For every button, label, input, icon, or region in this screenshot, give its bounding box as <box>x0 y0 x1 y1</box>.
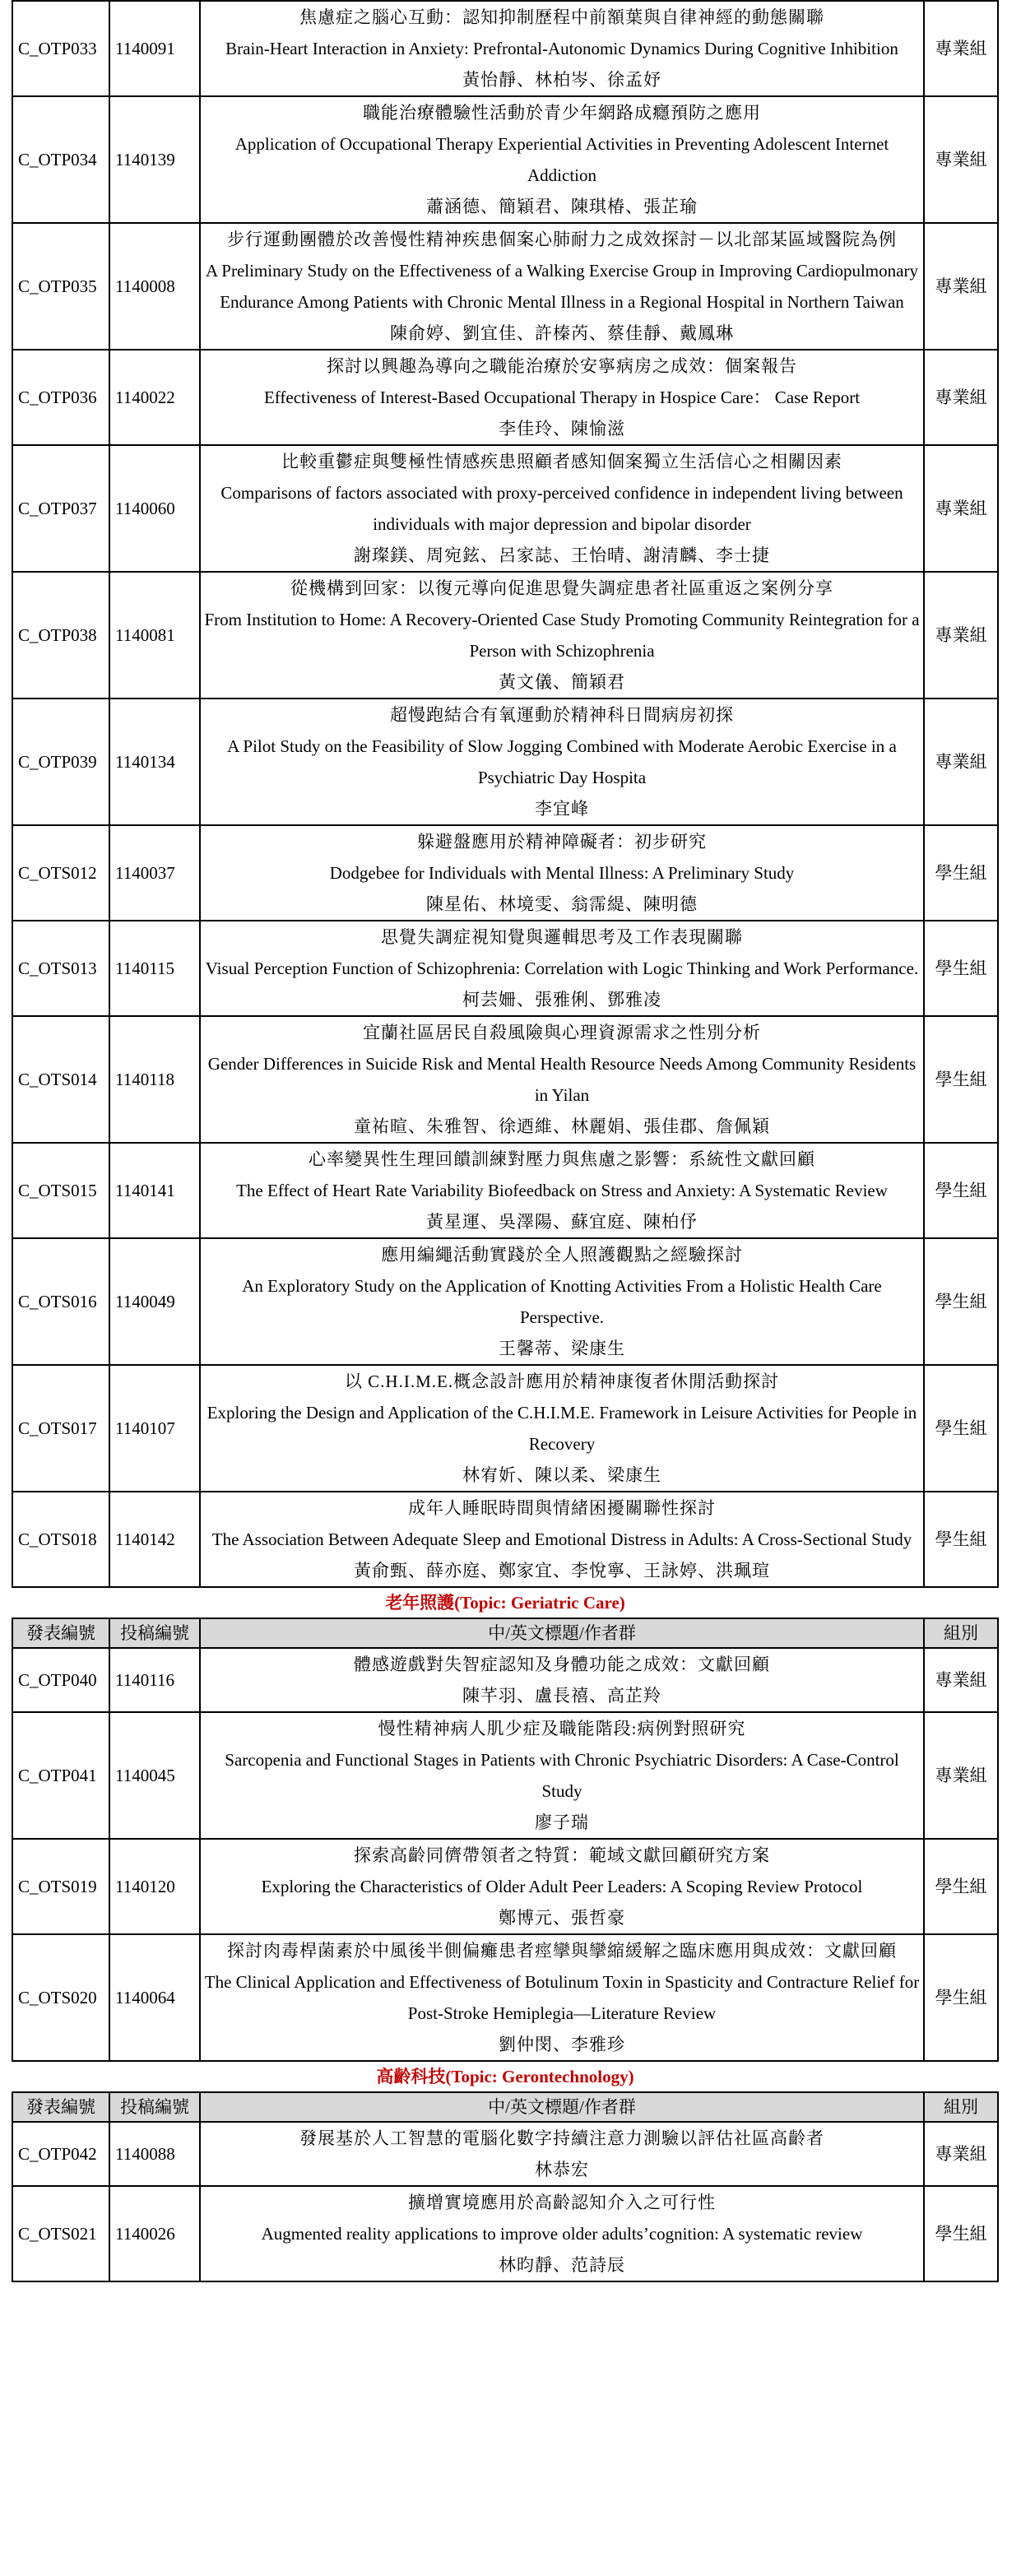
authors: 陳星佑、林境雯、翁霈緹、陳明德 <box>426 894 698 914</box>
group-label: 學生組 <box>924 921 998 1016</box>
authors: 童祐暄、朱雅智、徐迺維、林麗娟、張佳郡、詹佩穎 <box>354 1116 770 1136</box>
english-title: Comparisons of factors associated with proxy-perceived confidence in independent living between individuals with major depression and bipolar disorder <box>220 483 903 534</box>
english-title: Application of Occupational Therapy Experiential Activities in Preventing Adolescent Internet Addiction <box>234 134 889 185</box>
group-label: 學生組 <box>924 1839 998 1934</box>
table-row <box>12 1934 998 2061</box>
chinese-title: 探討肉毒桿菌素於中風後半側偏癱患者痙攣與攣縮緩解之臨床應用與成效：文獻回顧 <box>227 1941 897 1961</box>
group-label: 專業組 <box>924 1648 998 1712</box>
chinese-title: 慢性精神病人肌少症及職能階段:病例對照研究 <box>378 1719 746 1738</box>
title-cell <box>200 1238 924 1365</box>
title-cell <box>200 1 924 96</box>
submission-id: 1140088 <box>109 2122 200 2186</box>
title-cell <box>200 1143 924 1238</box>
title-cell <box>200 2186 924 2281</box>
authors: 林宥妡、陳以柔、梁康生 <box>462 1465 661 1485</box>
authors: 劉仲閔、李雅珍 <box>499 2035 625 2054</box>
presentation-id: C_OTS015 <box>12 1143 109 1238</box>
english-title: From Institution to Home: A Recovery-Oriented Case Study Promoting Community Reintegration for a Person with Schizophrenia <box>204 610 920 661</box>
authors: 王馨蒂、梁康生 <box>499 1339 625 1358</box>
submission-id: 1140060 <box>109 445 200 572</box>
authors: 陳俞婷、劉宜佳、許榛芮、蔡佳靜、戴鳳琳 <box>390 323 734 343</box>
presentation-id: C_OTS019 <box>12 1839 109 1934</box>
submission-id: 1140120 <box>109 1839 200 1934</box>
submission-id: 1140008 <box>109 223 200 350</box>
presentation-id: C_OTP035 <box>12 223 109 350</box>
title-cell <box>200 1365 924 1492</box>
submission-id: 1140091 <box>109 1 200 96</box>
title-cell <box>200 223 924 350</box>
group-label: 專業組 <box>924 1 998 96</box>
chinese-title: 體感遊戲對失智症認知及身體功能之成效：文獻回顧 <box>354 1655 770 1674</box>
table-row <box>12 1839 998 1934</box>
submission-id: 1140045 <box>109 1712 200 1839</box>
chinese-title: 思覺失調症視知覺與邏輯思考及工作表現關聯 <box>381 927 743 947</box>
submission-id: 1140142 <box>109 1492 200 1587</box>
title-cell <box>200 1839 924 1934</box>
authors: 林昀靜、范詩辰 <box>499 2255 625 2275</box>
english-title: Exploring the Design and Application of the C.H.I.M.E. Framework in Leisure Activities for People in Recovery <box>207 1403 917 1454</box>
authors: 謝璨鎂、周宛鉉、呂家誌、王怡晴、謝清麟、李士捷 <box>354 545 770 565</box>
submission-id: 1140141 <box>109 1143 200 1238</box>
authors: 李宜峰 <box>535 799 589 819</box>
group-label: 學生組 <box>924 825 998 921</box>
presentation-id: C_OTS020 <box>12 1934 109 2061</box>
title-cell <box>200 825 924 921</box>
title-cell <box>200 2122 924 2186</box>
presentation-id: C_OTS012 <box>12 825 109 921</box>
chinese-title: 從機構到回家：以復元導向促進思覺失調症患者社區重返之案例分享 <box>290 578 833 598</box>
group-label: 專業組 <box>924 572 998 699</box>
group-header: 組別 <box>924 2092 998 2122</box>
group-label: 學生組 <box>924 1016 998 1143</box>
group-label: 專業組 <box>924 445 998 572</box>
group-label: 學生組 <box>924 1365 998 1492</box>
submission-id-header: 投稿編號 <box>109 2092 200 2122</box>
authors: 黃俞甄、薛亦庭、鄭家宜、李悅寧、王詠婷、洪珮瑄 <box>354 1561 770 1580</box>
table-row <box>12 96 998 223</box>
authors: 李佳玲、陳愉滋 <box>499 419 625 439</box>
submission-id: 1140064 <box>109 1934 200 2061</box>
title-cell <box>200 699 924 825</box>
english-title: Sarcopenia and Functional Stages in Patients with Chronic Psychiatric Disorders: A Case-Control Study <box>225 1750 899 1801</box>
table-row <box>12 1492 998 1587</box>
authors: 林恭宏 <box>535 2160 589 2179</box>
group-label: 學生組 <box>924 1238 998 1365</box>
authors: 陳芊羽、盧長禧、高芷羚 <box>462 1686 661 1706</box>
table-row <box>12 2122 998 2186</box>
english-title: The Clinical Application and Effectiveness of Botulinum Toxin in Spasticity and Contracture Relief for Post-Stroke Hemiplegia—Literature Review <box>204 1972 920 2023</box>
title-cell <box>200 921 924 1016</box>
topic-heading-row <box>12 2061 998 2092</box>
presentation-id: C_OTP034 <box>12 96 109 223</box>
english-title: Dodgebee for Individuals with Mental Illness: A Preliminary Study <box>329 863 795 883</box>
authors: 蕭涵德、簡穎君、陳琪椿、張芷瑜 <box>426 197 698 216</box>
english-title: Effectiveness of Interest-Based Occupational Therapy in Hospice Care： Case Report <box>263 388 861 407</box>
authors: 柯芸姍、張雅俐、鄧雅凌 <box>462 990 661 1010</box>
title-cell <box>200 1712 924 1839</box>
chinese-title: 以 C.H.I.M.E.概念設計應用於精神康復者休閒活動探討 <box>344 1372 780 1391</box>
table-row <box>12 1016 998 1143</box>
chinese-title: 探索高齡同儕帶領者之特質：範域文獻回顧研究方案 <box>354 1845 770 1865</box>
table-row <box>12 572 998 699</box>
submission-id: 1140037 <box>109 825 200 921</box>
english-title: Gender Differences in Suicide Risk and Mental Health Resource Needs Among Community Residents in Yilan <box>207 1054 917 1105</box>
chinese-title: 躲避盤應用於精神障礙者：初步研究 <box>417 832 707 852</box>
english-title: An Exploratory Study on the Application of Knotting Activities From a Holistic Health Care Perspective. <box>242 1276 882 1327</box>
chinese-title: 心率變異性生理回饋訓練對壓力與焦慮之影響：系統性文獻回顧 <box>309 1149 815 1169</box>
table-header-row <box>12 2092 998 2122</box>
title-cell <box>200 445 924 572</box>
table-row <box>12 1 998 96</box>
submission-id: 1140107 <box>109 1365 200 1492</box>
presentation-id: C_OTS016 <box>12 1238 109 1365</box>
chinese-title: 比較重鬱症與雙極性情感疾患照顧者感知個案獨立生活信心之相關因素 <box>281 452 842 471</box>
chinese-title: 步行運動團體於改善慢性精神疾患個案心肺耐力之成效探討－以北部某區域醫院為例 <box>227 230 897 249</box>
presentation-id: C_OTS013 <box>12 921 109 1016</box>
submission-id: 1140115 <box>109 921 200 1016</box>
title-cell <box>200 572 924 699</box>
title-cell <box>200 350 924 445</box>
presentation-id: C_OTP037 <box>12 445 109 572</box>
topic-heading: 老年照護(Topic: Geriatric Care) <box>12 1587 998 1618</box>
table-row <box>12 223 998 350</box>
table-row <box>12 1365 998 1492</box>
presentation-id: C_OTS021 <box>12 2186 109 2281</box>
submission-id-header: 投稿編號 <box>109 1618 200 1648</box>
title-cell <box>200 96 924 223</box>
authors: 黃星運、吳澤陽、蘇宜庭、陳柏伃 <box>426 1212 698 1232</box>
table-row <box>12 1143 998 1238</box>
presentation-id: C_OTP038 <box>12 572 109 699</box>
title-authors-header: 中/英文標題/作者群 <box>200 1618 924 1648</box>
group-label: 專業組 <box>924 2122 998 2186</box>
presentation-id-header: 發表編號 <box>12 2092 109 2122</box>
group-label: 專業組 <box>924 96 998 223</box>
table-row <box>12 1712 998 1839</box>
presentation-id: C_OTP042 <box>12 2122 109 2186</box>
chinese-title: 探討以興趣為導向之職能治療於安寧病房之成效：個案報告 <box>327 356 797 376</box>
title-cell <box>200 1934 924 2061</box>
group-label: 專業組 <box>924 223 998 350</box>
presentation-id: C_OTP040 <box>12 1648 109 1712</box>
presentation-id: C_OTP033 <box>12 1 109 96</box>
submission-id: 1140139 <box>109 96 200 223</box>
group-label: 學生組 <box>924 1934 998 2061</box>
chinese-title: 發展基於人工智慧的電腦化數字持續注意力測驗以評估社區高齡者 <box>299 2128 824 2148</box>
table-row <box>12 350 998 445</box>
title-cell <box>200 1648 924 1712</box>
presentation-id: C_OTS017 <box>12 1365 109 1492</box>
chinese-title: 應用編繩活動實踐於全人照護觀點之經驗探討 <box>381 1245 743 1265</box>
english-title: Visual Perception Function of Schizophrenia: Correlation with Logic Thinking and Work Performance. <box>205 958 919 978</box>
group-label: 學生組 <box>924 2186 998 2281</box>
chinese-title: 擴增實境應用於高齡認知介入之可行性 <box>408 2193 716 2212</box>
title-cell <box>200 1492 924 1587</box>
submission-id: 1140081 <box>109 572 200 699</box>
group-label: 專業組 <box>924 699 998 825</box>
submission-id: 1140049 <box>109 1238 200 1365</box>
submission-id: 1140026 <box>109 2186 200 2281</box>
group-label: 學生組 <box>924 1143 998 1238</box>
chinese-title: 超慢跑結合有氧運動於精神科日間病房初探 <box>390 705 734 725</box>
english-title: A Pilot Study on the Feasibility of Slow Jogging Combined with Moderate Aerobic Exercise in a Psychiatric Day Hospita <box>227 736 897 787</box>
english-title: The Association Between Adequate Sleep and Emotional Distress in Adults: A Cross-Sectional Study <box>211 1529 912 1549</box>
english-title: Augmented reality applications to improve older adults’cognition: A systematic review <box>261 2224 863 2244</box>
presentation-id: C_OTS018 <box>12 1492 109 1587</box>
table-row <box>12 699 998 825</box>
group-label: 專業組 <box>924 1712 998 1839</box>
english-title: Brain-Heart Interaction in Anxiety: Prefrontal-Autonomic Dynamics During Cognitive Inhibition <box>225 39 898 58</box>
chinese-title: 焦慮症之腦心互動：認知抑制歷程中前額葉與自律神經的動態關聯 <box>299 7 824 27</box>
group-header: 組別 <box>924 1618 998 1648</box>
abstract-table <box>12 0 999 2282</box>
topic-heading: 高齡科技(Topic: Gerontechnology) <box>12 2061 998 2092</box>
authors: 黃怡靜、林柏岑、徐孟妤 <box>462 70 661 90</box>
chinese-title: 職能治療體驗性活動於青少年網路成癮預防之應用 <box>363 103 761 123</box>
table-row <box>12 1648 998 1712</box>
authors: 廖子瑞 <box>535 1812 589 1832</box>
submission-id: 1140116 <box>109 1648 200 1712</box>
authors: 黃文儀、簡穎君 <box>499 672 625 692</box>
presentation-id: C_OTS014 <box>12 1016 109 1143</box>
chinese-title: 宜蘭社區居民自殺風險與心理資源需求之性別分析 <box>363 1023 761 1042</box>
title-authors-header: 中/英文標題/作者群 <box>200 2092 924 2122</box>
table-row <box>12 1238 998 1365</box>
submission-id: 1140118 <box>109 1016 200 1143</box>
authors: 鄭博元、張哲豪 <box>499 1908 625 1928</box>
group-label: 專業組 <box>924 350 998 445</box>
english-title: Exploring the Characteristics of Older Adult Peer Leaders: A Scoping Review Protocol <box>261 1877 863 1896</box>
topic-heading-row <box>12 1587 998 1618</box>
presentation-id: C_OTP039 <box>12 699 109 825</box>
table-row <box>12 825 998 921</box>
group-label: 學生組 <box>924 1492 998 1587</box>
presentation-id: C_OTP041 <box>12 1712 109 1839</box>
table-row <box>12 2186 998 2281</box>
chinese-title: 成年人睡眠時間與情緒困擾關聯性探討 <box>408 1498 716 1518</box>
table-header-row <box>12 1618 998 1648</box>
submission-id: 1140134 <box>109 699 200 825</box>
english-title: A Preliminary Study on the Effectiveness of a Walking Exercise Group in Improving Cardiopulmonary Endurance Among Patients with Chronic Mental Illness in a Regional Hospital in Northern Taiwan <box>206 261 918 312</box>
submission-id: 1140022 <box>109 350 200 445</box>
table-row <box>12 921 998 1016</box>
presentation-id-header: 發表編號 <box>12 1618 109 1648</box>
english-title: The Effect of Heart Rate Variability Biofeedback on Stress and Anxiety: A Systematic Review <box>236 1181 888 1200</box>
presentation-id: C_OTP036 <box>12 350 109 445</box>
table-row <box>12 445 998 572</box>
title-cell <box>200 1016 924 1143</box>
